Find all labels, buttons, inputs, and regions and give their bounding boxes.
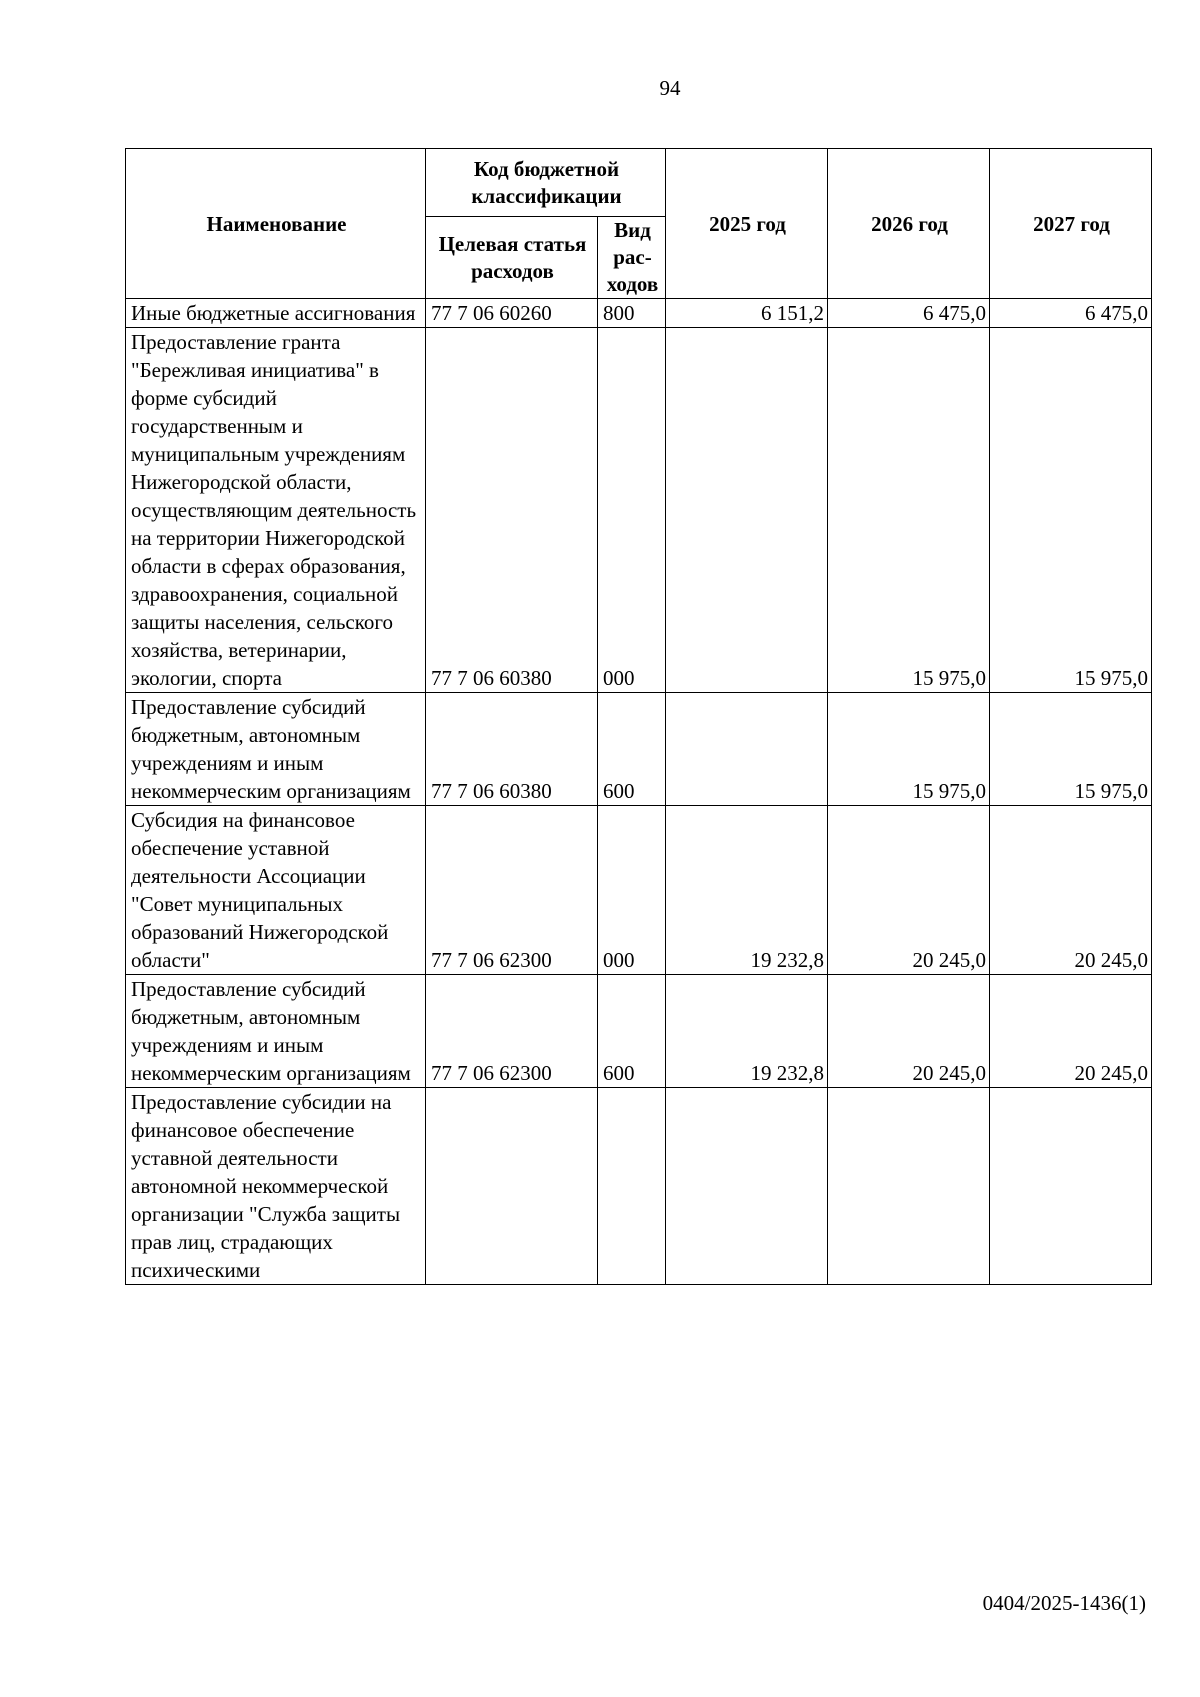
header-2027: 2027 год — [990, 149, 1152, 299]
budget-table — [125, 148, 1152, 1285]
header-code-group: Код бюджетной классификации — [426, 149, 666, 217]
row-kind-code: 600 — [598, 693, 666, 806]
table-row — [126, 299, 1152, 328]
document-code: 0404/2025-1436(1) — [982, 1591, 1146, 1615]
row-value-2027: 15 975,0 — [990, 693, 1152, 806]
header-target: Целевая статья расходов — [426, 217, 598, 299]
table-row — [126, 328, 1152, 693]
row-name: Предоставление гранта "Бережливая инициатива" в форме субсидий государственным и муниципальным учреждениям Нижегородской области, осуществляющим деятельность на территории Нижегородской области в сферах образования, здравоохранения, социальной защиты населения, сельского хозяйства, ветеринарии, экологии, спорта — [126, 328, 426, 693]
row-target-code: 77 7 06 60260 — [426, 299, 598, 328]
row-value-2026: 20 245,0 — [828, 806, 990, 975]
row-kind-code — [598, 1088, 666, 1285]
row-kind-code: 800 — [598, 299, 666, 328]
row-kind-code: 000 — [598, 806, 666, 975]
header-name: Наименование — [126, 149, 426, 299]
row-target-code: 77 7 06 60380 — [426, 693, 598, 806]
table-row — [126, 806, 1152, 975]
row-name: Предоставление субсидий бюджетным, автономным учреждениям и иным некоммерческим организациям — [126, 693, 426, 806]
row-value-2025: 19 232,8 — [666, 975, 828, 1088]
row-target-code — [426, 1088, 598, 1285]
row-value-2027 — [990, 1088, 1152, 1285]
row-value-2027: 20 245,0 — [990, 975, 1152, 1088]
row-value-2026: 15 975,0 — [828, 693, 990, 806]
row-name: Субсидия на финансовое обеспечение уставной деятельности Ассоциации "Совет муниципальных образований Нижегородской области" — [126, 806, 426, 975]
row-value-2026: 15 975,0 — [828, 328, 990, 693]
row-name: Иные бюджетные ассигнования — [126, 299, 426, 328]
row-name: Предоставление субсидий бюджетным, автономным учреждениям и иным некоммерческим организациям — [126, 975, 426, 1088]
row-value-2025: 19 232,8 — [666, 806, 828, 975]
row-value-2025 — [666, 1088, 828, 1285]
row-value-2027: 20 245,0 — [990, 806, 1152, 975]
header-kind: Вид рас-ходов — [598, 217, 666, 299]
table-row — [126, 975, 1152, 1088]
header-2025: 2025 год — [666, 149, 828, 299]
row-kind-code: 000 — [598, 328, 666, 693]
row-name: Предоставление субсидии на финансовое обеспечение уставной деятельности автономной некоммерческой организации "Служба защиты прав лиц, страдающих психическими — [126, 1088, 426, 1285]
row-target-code: 77 7 06 62300 — [426, 806, 598, 975]
table-row — [126, 693, 1152, 806]
page-number: 94 — [659, 76, 681, 100]
row-value-2026 — [828, 1088, 990, 1285]
row-value-2025: 6 151,2 — [666, 299, 828, 328]
row-value-2026: 6 475,0 — [828, 299, 990, 328]
row-target-code: 77 7 06 60380 — [426, 328, 598, 693]
row-value-2025 — [666, 693, 828, 806]
row-value-2027: 6 475,0 — [990, 299, 1152, 328]
row-target-code: 77 7 06 62300 — [426, 975, 598, 1088]
row-value-2027: 15 975,0 — [990, 328, 1152, 693]
row-value-2025 — [666, 328, 828, 693]
header-2026: 2026 год — [828, 149, 990, 299]
row-kind-code: 600 — [598, 975, 666, 1088]
table-row — [126, 1088, 1152, 1285]
row-value-2026: 20 245,0 — [828, 975, 990, 1088]
